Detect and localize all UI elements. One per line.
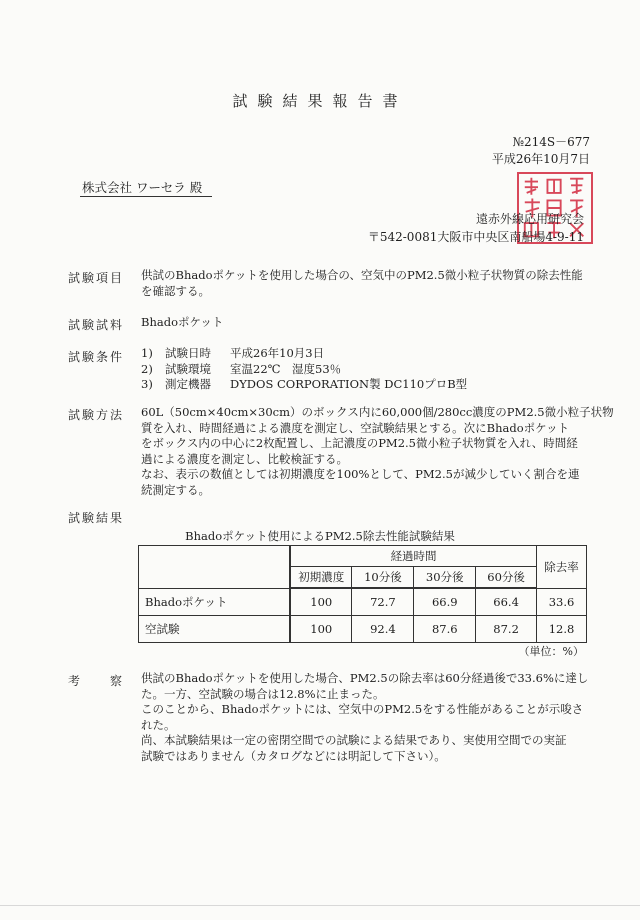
condition-item: 1) 試験日時 平成26年10月3日: [141, 346, 325, 360]
issuer-address: 〒542-0081大阪市中央区南船場4-9-11: [367, 230, 584, 244]
test-results-heading: 試験結果: [68, 511, 125, 525]
column-header: 30分後: [414, 567, 476, 589]
table-cell: 92.4: [352, 616, 414, 643]
test-method-heading: 試験方法: [68, 408, 125, 422]
condition-item: 2) 試験環境 室温22℃ 湿度53％: [141, 361, 342, 376]
removal-rate-header: 除去率: [537, 546, 587, 589]
column-header: 10分後: [352, 567, 414, 589]
test-conditions-list: [141, 346, 467, 393]
unit-label: （単位：%）: [518, 645, 584, 658]
table-cell: 87.2: [476, 616, 537, 643]
removal-cell: 33.6: [537, 588, 587, 616]
report-number: №214S－677: [512, 135, 590, 149]
table-cell: 66.4: [476, 588, 537, 616]
test-item-text: 供試のBhadoポケットを使用した場合の、空気中のPM2.5微小粒子状物質の除去性能 を確認する。: [141, 268, 583, 298]
table-cell: 72.7: [352, 588, 414, 616]
condition-item: 3) 測定機器 DYDOS CORPORATION製 DC110プロB型: [141, 377, 468, 391]
test-conditions-heading: 試験条件: [68, 350, 125, 364]
addressee: 株式会社 ワーセラ 殿: [82, 180, 203, 195]
removal-cell: 12.8: [537, 616, 587, 643]
table-cell: 87.6: [414, 616, 476, 643]
column-header: 初期濃度: [290, 567, 352, 589]
addressee-underline: [80, 196, 212, 197]
test-item-heading: 試験項目: [68, 271, 125, 285]
table-row: [139, 616, 587, 643]
discussion-text: 供試のBhadoポケットを使用した場合、PM2.5の除去率は60分経過後で33.6%に達し た。一方、空試験の場合は12.8%に止まった。 このことから、Bhadoポケットには、空気中のPM2.5をする性能があることが示唆さ れた。 尚、本試験結果は一定の密閉空間での試験による結果であり、実使用空間での実証 試験ではありません（カタログなどには明記して下さい）。: [141, 671, 589, 763]
results-table-title: Bhadoポケット使用によるPM2.5除去性能試験結果: [185, 529, 455, 543]
column-header: 60分後: [476, 567, 537, 589]
table-cell: 66.9: [414, 588, 476, 616]
results-table: [138, 545, 587, 643]
scan-edge: [0, 905, 640, 906]
elapsed-time-header: 経過時間: [290, 546, 536, 567]
table-corner-cell: [139, 546, 291, 589]
table-row: [139, 588, 587, 616]
row-label: Bhadoポケット: [139, 588, 291, 616]
row-label: 空試験: [139, 616, 291, 643]
test-method-text: 60L（50cm×40cm×30cm）のボックス内に60,000個/280cc濃度のPM2.5微小粒子状物 質を入れ、時間経過による濃度を測定し、空試験結果とする。次にBhadoポケット をボックス内の中心に2枚配置し、上記濃度のPM2.5微小粒子状物質を入れ、時間経 過による濃度を測定し、比較検証する。 なお、表示の数値としては初期濃度を100%として、PM2.5が減少していく割合を連 続測定する。: [141, 405, 614, 497]
document-title: 試験結果報告書: [232, 92, 408, 110]
report-date: 平成26年10月7日: [491, 152, 590, 166]
test-sample-text: Bhadoポケット: [141, 315, 224, 329]
table-cell: 100: [290, 616, 352, 643]
test-sample-heading: 試験試料: [68, 318, 125, 332]
discussion-heading: 考 察: [68, 674, 125, 688]
table-cell: 100: [290, 588, 352, 616]
issuer-name: 遠赤外線応用研究会: [475, 212, 584, 226]
